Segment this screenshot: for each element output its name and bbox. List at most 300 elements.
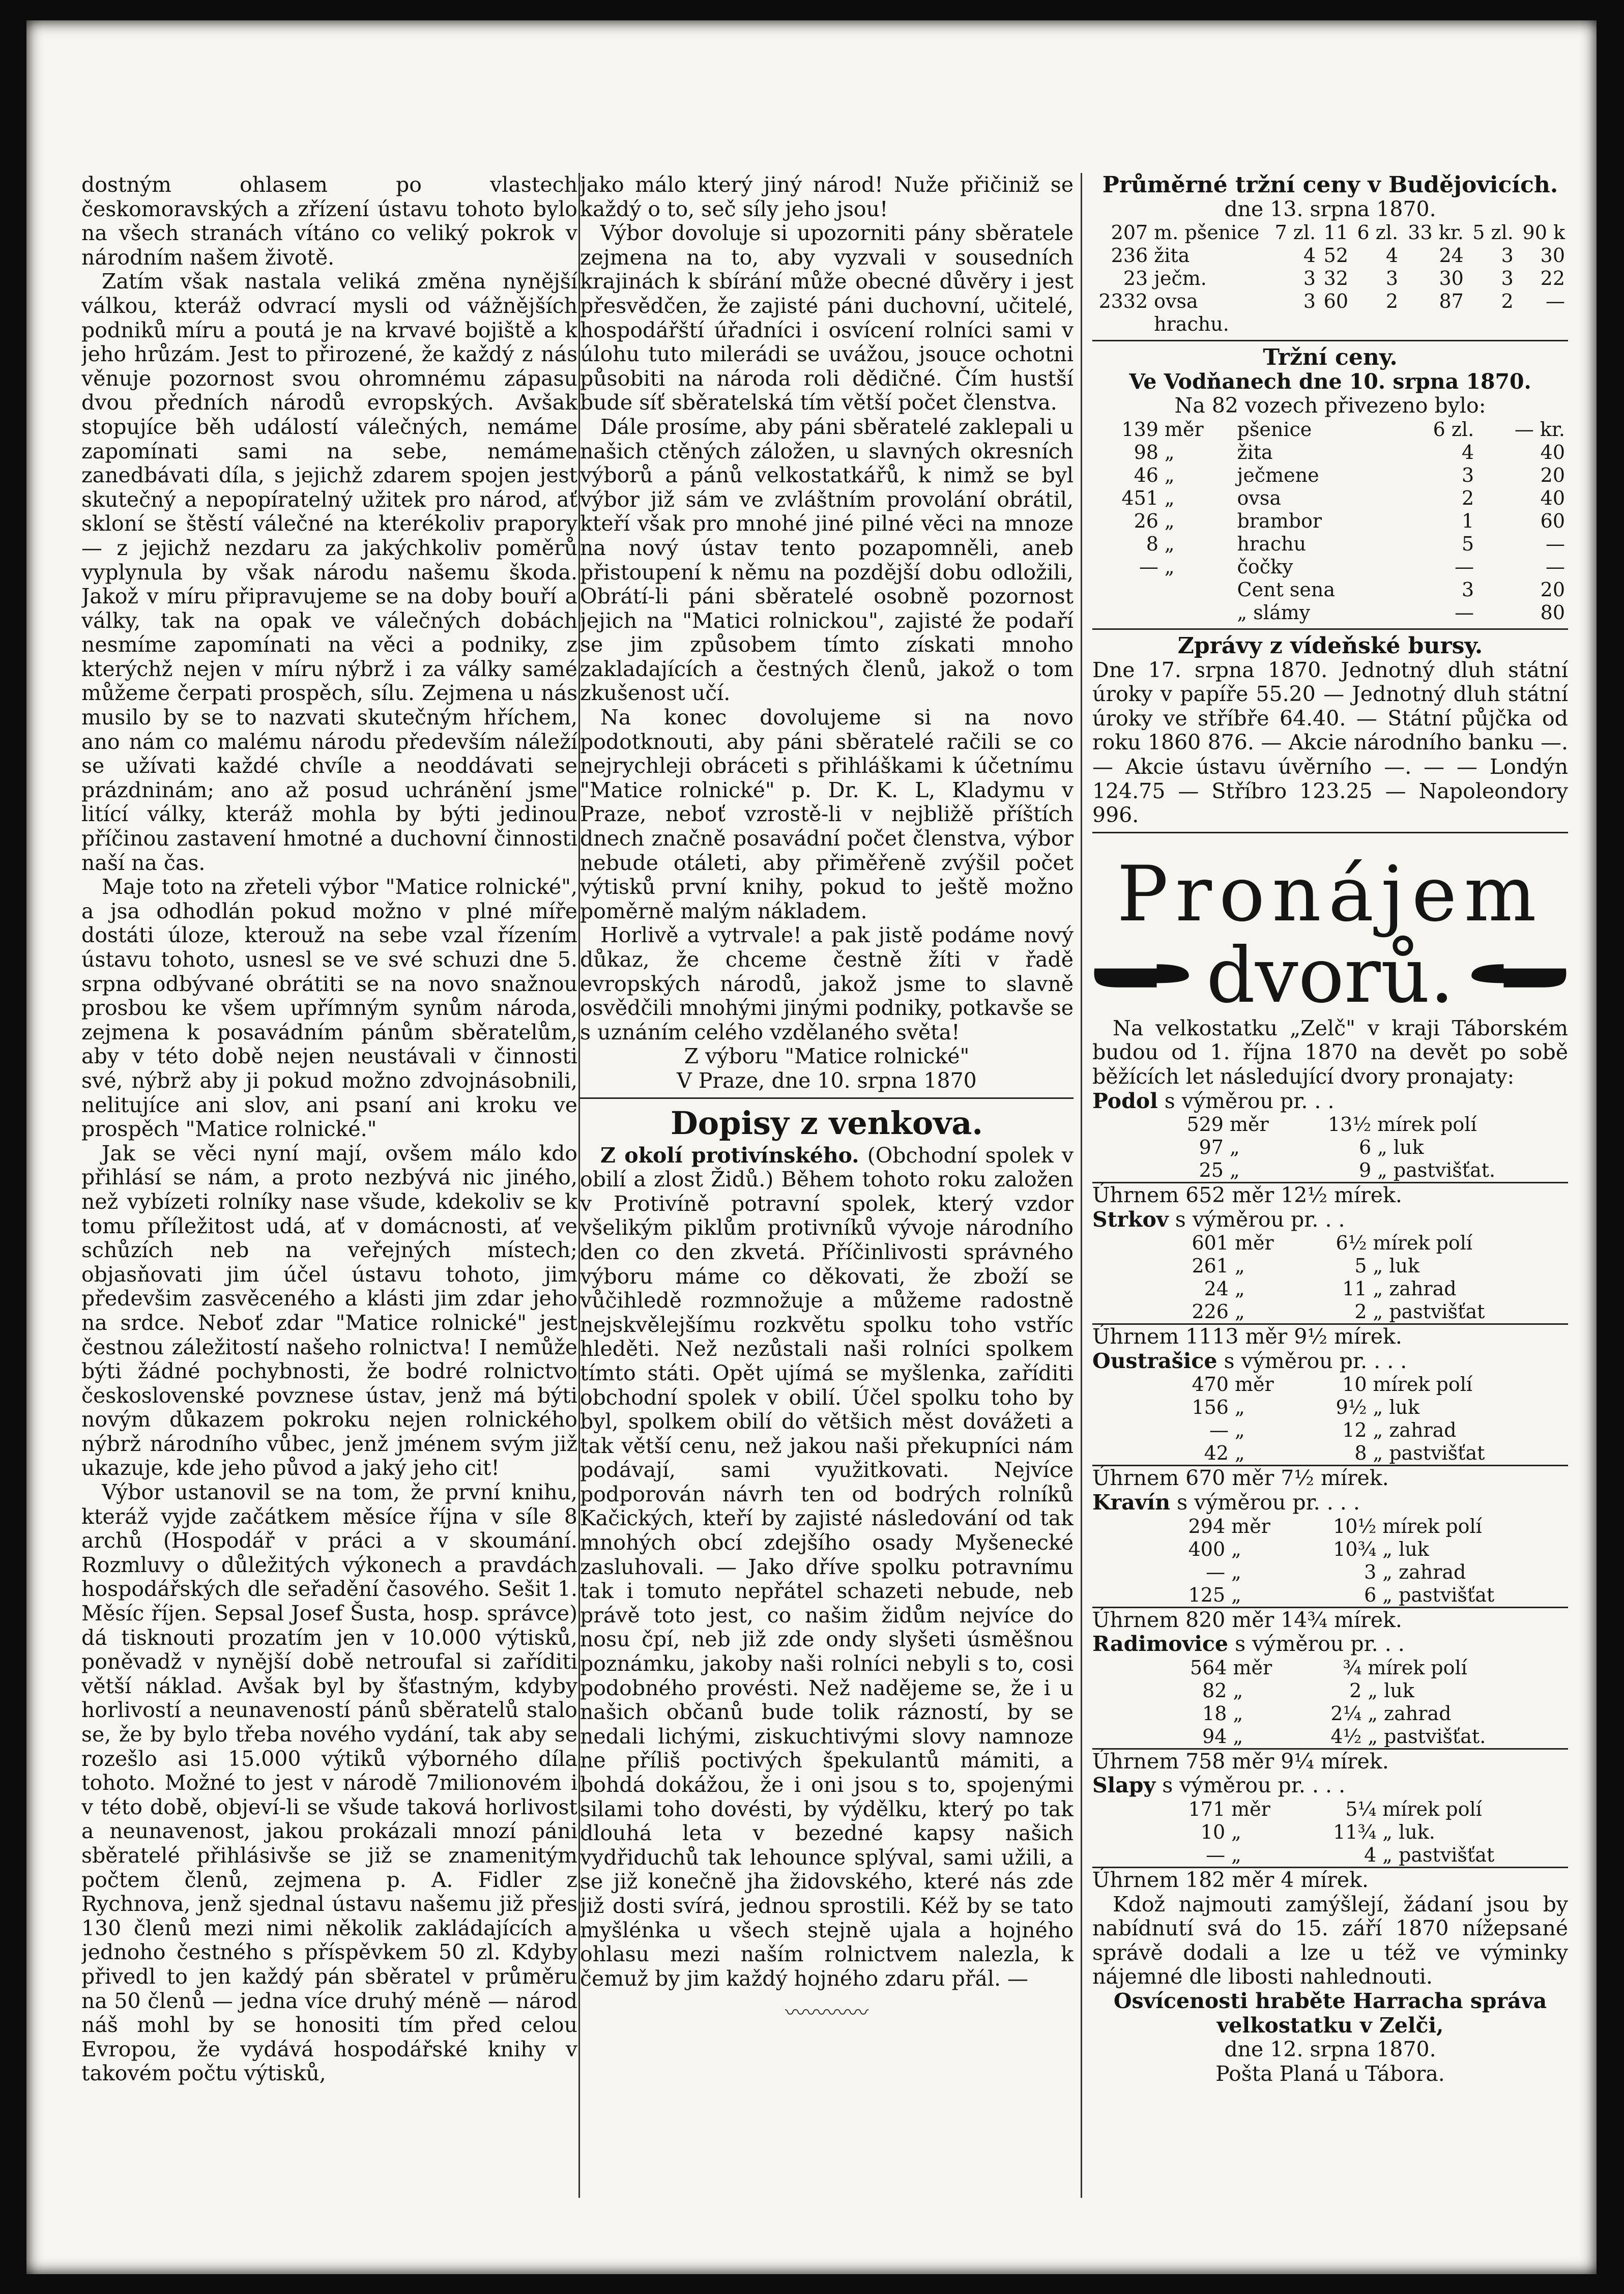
farm-intro: s výměrou pr. . . [1175,1207,1345,1232]
table-cell: „ [1164,463,1175,486]
table-cell: „ luk [1368,1679,1414,1702]
table-cell: 2 [1354,1300,1367,1323]
table-cell: žita [1237,441,1273,463]
table-cell: 24 [1204,1277,1229,1300]
farm-name: Podol [1092,1088,1158,1113]
table-cell: „ luk [1377,1136,1424,1159]
table-cell: 20 [1540,463,1565,486]
bourse-title: Zprávy z vídeňské bursy. [1177,632,1483,659]
table-cell: „ [1229,1159,1240,1182]
farm-intro: s výměrou pr. . . . [1162,1773,1346,1798]
table-cell: „ zahrad [1368,1702,1452,1725]
market-table [1092,418,1568,624]
table-cell: 52 [1323,244,1349,267]
table-cell: 564 [1190,1656,1227,1679]
table-cell: 3 [1303,267,1316,290]
table-spacer [1092,1442,1159,1465]
table-row [1092,464,1568,487]
bourse-text: Dne 17. srpna 1870. Jednotný dluh státní úroky v papíře 55.20 — Jednotný dluh státní úroky ve stříbře 64.40. — Státní půjčka od roku 1860 876. — Akcie národního banku —. — Akcie ústavu úvěrního —. — — Londýn 124.75 — Stříbro 123.25 — Napoleondory 996. [1092,657,1568,828]
table-cell: 2332 [1098,290,1148,313]
table-cell: 30 [1439,267,1464,290]
divider [1092,832,1568,833]
table-cell: „ luk [1373,1396,1419,1419]
table-cell: 32 [1323,267,1349,290]
ornament-divider: 〰〰〰〰 [785,2000,868,2025]
table-cell: 10 [1200,1821,1226,1844]
table-cell: „ [1233,1725,1243,1748]
table-cell: ovsa [1154,290,1198,313]
table-row [1092,1515,1568,1538]
table-cell: 6½ [1336,1232,1367,1255]
ad-subtitle-row [1092,931,1568,1020]
table-cell: 33 kr. [1408,221,1464,244]
table-cell: „ [1234,1277,1245,1300]
table-cell: 98 [1134,441,1158,463]
table-cell: 24 [1439,244,1464,267]
table-cell: 5¼ [1345,1798,1377,1821]
table-cell [1517,313,1568,336]
table-cell: „ zahrad [1373,1277,1457,1300]
farm-name: Kravín [1092,1490,1171,1515]
table-cell: „ pastvišťat. [1368,1725,1486,1748]
table-spacer [1092,1159,1159,1182]
farm-total: Úhrnem 820 měr 14¾ mírek. [1092,1607,1568,1633]
table-spacer [1092,1679,1159,1702]
table-cell: 2¼ [1330,1702,1362,1725]
table-cell: 82 [1202,1679,1227,1702]
farm-list [1092,1089,1568,1893]
table-cell: 5 [1461,532,1474,555]
ad-closing: Kdož najmouti zamýšlejí, žádaní jsou by nabídnutí svá do 15. září 1870 nížepsané správě dodali a lze u též ve výminky nájemné dle libosti nahlednouti. [1092,1892,1568,1989]
table-cell: 97 [1199,1136,1224,1159]
column-left [81,173,577,2228]
table-cell: 46 [1134,463,1158,486]
table-cell: „ [1231,1844,1241,1867]
table-cell: „ [1164,441,1175,463]
signature-date: V Praze, dne 10. srpna 1870 [677,1068,977,1093]
table-cell [1162,578,1234,601]
table-cell: — [1206,1560,1226,1583]
table-cell: 2 [1349,1679,1362,1702]
table-cell: 125 [1188,1583,1226,1606]
table-spacer [1092,1821,1159,1844]
market-title: Tržní ceny. [1263,344,1398,371]
ad-signature: Osvícenosti hraběte Harracha správa velkostatku v Zelči, [1113,1989,1547,2038]
table-cell [1269,313,1319,336]
paragraph: Výbor ustanovil se na tom, že první knihu, kteráž vyjde začátkem měsíce října v síle 8 archů (Hospodář v práci a v skoumání. Rozmluvy o důležitých výkonech a pravdách hospodářských dle seřadění časového. Sešit 1. Měsíc říjen. Sepsal Josef Šusta, hosp. správce) dá tisknouti prozatím jen v 10.000 výtisků, poněvadž v nynější době netroufal si zaříditi větší náklad. Avšak byl by šťastným, kdyby horlivostí a neunaveností pánů sběratelů stalo se, že by bylo třeba nového vydání, tak aby se rozešlo asi 15.000 výtiků výborného díla tohoto. Možné to jest v národě 7milionovém i v této době, objeví-li se všude taková horlivost a neunavenost, jakou prokázali mnozí páni sběratelé přihlásivše se již se znamenitým počtem členů, zejmena p. A. Fidler z Rychnova, jenž sjednal ústavu našemu již přes 130 členů mezi nimi několik zakládajících a jednoho čestného s příspěvkem 50 zl. Kdyby přivedl to jen každý pán sběratel v průměru na 50 členů — jedna více druhý méně — národ náš mohl by se honositi tím před celou Evropou, že vydává hospodářské knihy v takovém počtu výtisků, [81,1480,577,2086]
table-cell: m. pšenice [1154,221,1260,244]
farm-heading [1092,1089,1568,1114]
table-cell: mírek polí [1373,1232,1473,1255]
table-row [1092,1442,1568,1465]
table-cell: 451 [1121,486,1158,509]
market-table [1092,221,1568,336]
table-row [1092,313,1568,336]
table-cell: „ pastvišťat [1373,1442,1485,1465]
table-spacer [1092,1255,1159,1277]
table-cell [1092,578,1162,601]
farm-table [1092,1373,1568,1465]
table-row [1092,441,1568,464]
table-cell: 6 [1364,1583,1377,1606]
table-cell: 80 [1540,601,1565,624]
ad-subtitle: dvorů. [1206,931,1455,1020]
table-cell: „ [1231,1560,1241,1583]
table-cell: 6 zl. [1433,418,1474,441]
table-cell: „ [1164,486,1175,509]
table-cell: 11 [1342,1277,1367,1300]
table-cell: 4½ [1330,1725,1362,1748]
table-cell: brambor [1237,509,1322,532]
table-cell: 42 [1204,1442,1229,1465]
table-cell: 87 [1439,290,1464,313]
paragraph: Jak se věci nyní mají, ovšem málo kdo přihlásí se nám, a proto nezbývá nic jiného, než vybízeti rolníky nase všude, kdekoliv se k tomu příležitost udá, ať v domácnosti, ať ve schůzích neb na veřejných místech; objasňovati jim účel ústavu tohoto, jim předevšim zasvěceného a klásti jim zdar jeho na srdce. Neboť zdar "Matice rolnické" jest čestnou záležitostí našeho rolnictva! I nemůže býti žádné pochybnosti, že bodré rolnictvo československé povznese ústav, jenž má býti novým důkazem pokroku nejen rolnického nýbrž národního vůbec, jenž jménem svým již ukazuje, kde jeho původ a jaký jeho cit! [81,1141,577,1480]
table-cell: 3 [1501,267,1514,290]
table-row [1092,267,1568,290]
table-cell: „ [1234,1396,1245,1419]
table-cell: 1 [1461,509,1474,532]
table-row [1092,221,1568,244]
farm-table [1092,1798,1568,1867]
table-cell [1162,601,1234,624]
farm-total: Úhrnem 1113 měr 9½ mírek. [1092,1323,1568,1349]
table-cell: 94 [1202,1725,1227,1748]
table-cell: 529 [1186,1113,1224,1136]
table-cell: 207 [1111,221,1148,244]
table-cell: 8 [1354,1442,1367,1465]
table-row [1092,1702,1568,1725]
newspaper-page [26,20,1597,2274]
table-cell: „ pastvišťat [1382,1583,1495,1606]
table-spacer [1092,1725,1159,1748]
table-cell: mírek polí [1382,1515,1482,1537]
table-cell: 6 zl. [1357,221,1399,244]
table-row [1092,601,1568,624]
table-cell: 470 [1192,1373,1229,1396]
table-cell: „ [1234,1255,1245,1277]
table-spacer [1092,1798,1159,1821]
table-cell: 18 [1202,1702,1227,1725]
table-cell: „ [1164,509,1175,532]
paragraph: jako málo který jiný národ! Nuže přičiniž se každý o to, seč síly jeho jsou! [580,173,1074,221]
table-cell: 26 [1134,509,1158,532]
table-cell: 25 [1199,1159,1224,1182]
table-row [1092,1798,1568,1821]
farm-heading [1092,1632,1568,1657]
table-cell: „ luk [1382,1537,1429,1560]
table-row [1092,487,1568,510]
table-cell: 11¾ [1333,1821,1377,1844]
market-intro: Na 82 vozech přivezeno bylo: [1174,393,1486,418]
table-cell: 4 [1364,1844,1377,1867]
table-row [1092,244,1568,267]
table-cell: hrachu [1237,532,1307,555]
table-cell: „ [1234,1300,1245,1323]
column-right [1092,173,1568,2228]
table-cell [1401,313,1467,336]
ad-post: Pošta Planá u Tábora. [1215,2061,1445,2086]
table-spacer [1092,1277,1159,1300]
table-row [1092,1821,1568,1844]
table-cell: — [1206,1844,1226,1867]
table-cell: 6 [1358,1136,1372,1159]
table-cell: „ [1164,532,1175,555]
ad-date: dne 12. srpna 1870. [1224,2037,1436,2062]
table-spacer [1092,1300,1159,1323]
farm-table [1092,1657,1568,1748]
table-row [1092,1113,1568,1136]
farm-heading [1092,1491,1568,1515]
table-row [1092,1396,1568,1419]
table-cell: 2 [1501,290,1514,313]
table-cell: „ [1234,1442,1245,1465]
table-cell: 226 [1192,1300,1229,1323]
table-cell: 3 [1461,463,1474,486]
table-row [1092,1725,1568,1748]
table-cell: čočky [1237,555,1293,578]
table-cell: 9½ [1336,1396,1367,1419]
table-spacer [1092,1702,1159,1725]
table-cell: 10½ [1333,1515,1377,1537]
table-cell: „ zahrad [1382,1560,1466,1583]
table-cell: „ pastvišťat [1382,1844,1495,1867]
table-cell: 40 [1540,441,1565,463]
table-row [1092,556,1568,578]
table-spacer [1092,1396,1159,1419]
table-cell: 20 [1540,578,1565,601]
farm-name: Strkov [1092,1207,1169,1232]
table-cell: 23 [1123,267,1148,290]
table-cell [1092,313,1151,336]
table-cell: žita [1154,244,1190,267]
table-cell: měr [1231,1798,1270,1821]
farm-total: Úhrnem 182 měr 4 mírek. [1092,1867,1568,1893]
table-cell: ječmene [1237,463,1319,486]
table-cell: 5 zl. [1472,221,1514,244]
table-row [1092,1679,1568,1702]
column-middle [580,173,1074,2228]
table-cell: 236 [1111,244,1148,267]
table-cell: ječm. [1154,267,1207,290]
table-cell: 60 [1540,509,1565,532]
table-cell: 171 [1188,1798,1226,1821]
table-spacer [1092,1584,1159,1607]
divider [1092,628,1568,630]
table-cell: „ [1233,1702,1243,1725]
table-cell: mírek polí [1368,1656,1467,1679]
table-row [1092,1255,1568,1277]
table-spacer [1092,1561,1159,1584]
table-cell: 3 [1364,1560,1377,1583]
table-cell: „ pastvišťat. [1377,1159,1496,1182]
paragraph: Dále prosíme, aby páni sběratelé zaklepali u našich ctěných záložen, u slavných okresních výborů a pánů velkostatkářů, k nimž se byl výbor již sám ve zvláštním provolání obrátil, kteří však pro mnohé jiné pilné věci na mnoze na nový ústav tento pozapomněli, aneb přistoupení k němu na pozdější dobu odložili, Obrátí-li páni sběratelé osobně pozornost jejich na "Matici rolnickou", zajisté že podaří se jim způsobem tímto získati mnoho zakladajících a čestných členů, jakož o tom zkušenost učí. [580,414,1074,706]
letter-place: Z okolí protivínského. [600,1143,859,1168]
table-row [1092,1584,1568,1607]
table-spacer [1092,1844,1159,1867]
table-cell: 22 [1540,267,1565,290]
market-date: dne 13. srpna 1870. [1224,196,1436,221]
table-cell: „ luk. [1382,1821,1435,1844]
table-row [1092,1300,1568,1323]
farm-table [1092,1515,1568,1607]
table-cell: mírek polí [1373,1373,1473,1396]
table-row [1092,290,1568,313]
table-spacer [1092,1657,1159,1679]
table-cell: „ pastvišťat [1373,1300,1485,1323]
table-cell: „ [1229,1136,1240,1159]
farm-heading [1092,1208,1568,1232]
table-cell: měr [1234,1373,1274,1396]
paragraph: dostným ohlasem po vlastech českomoravských a zřízení ústavu tohoto bylo na všech stranách vítáno co veliký pokrok v národním našem životě. [81,173,577,270]
table-cell: 294 [1188,1515,1226,1537]
farm-name: Slapy [1092,1773,1156,1798]
table-row [1092,1538,1568,1561]
table-spacer [1092,1113,1159,1136]
table-row [1092,1277,1568,1300]
table-row [1092,533,1568,556]
table-row [1092,578,1568,601]
table-cell: „ zahrad [1373,1419,1457,1442]
table-cell: „ slámy [1237,601,1311,624]
farm-total: Úhrnem 758 měr 9¼ mírek. [1092,1748,1568,1774]
table-cell: 7 zl. [1274,221,1316,244]
ad-intro: Na velkostatku „Zelč" v kraji Táborském budou od 1. října 1870 na devět po sobě běžících let následující dvory pronajaty: [1092,1015,1568,1089]
farm-table [1092,1113,1568,1182]
section-title: Dopisy z venkova. [671,1104,983,1142]
table-cell: 13½ [1327,1113,1372,1136]
table-cell: 156 [1192,1396,1229,1419]
table-cell: ovsa [1237,486,1282,509]
farm-total: Úhrnem 670 měr 7½ mírek. [1092,1465,1568,1491]
table-spacer [1092,1232,1159,1255]
table-cell [1319,313,1351,336]
farm-name: Oustrašice [1092,1348,1217,1373]
table-row [1092,418,1568,441]
table-cell: „ [1234,1419,1245,1442]
table-cell: 4 [1461,441,1474,463]
market-title: Průměrné tržní ceny v Budějovicích. [1102,173,1558,198]
table-cell: 4 [1303,244,1316,267]
table-cell: „ [1231,1583,1241,1606]
table-cell: 3 [1303,290,1316,313]
table-cell: 10¾ [1333,1537,1377,1560]
ad-title: Pronájem [1117,850,1544,939]
table-cell: „ [1233,1679,1243,1702]
table-row [1092,1419,1568,1442]
column-rule [1081,173,1082,2198]
table-cell: 601 [1192,1232,1229,1255]
table-cell: — [1209,1419,1229,1442]
table-cell: „ [1231,1537,1241,1560]
farm-total: Úhrnem 652 měr 12½ mírek. [1092,1182,1568,1208]
table-cell: — [1139,555,1158,578]
table-cell: — [1455,555,1474,578]
paragraph: Maje toto na zřeteli výbor "Matice rolnické", a jsa odhodlán pokud možno v plné míře dostáti úloze, kterouž na sebe vzal řízením ústavu tohoto, usnesl se ve své schuzi dne 5. srpna odbývané obrátiti se na novo snažnou prosbou ke všem upřímným synům národa, zejmena k posavádním pánům sběratelům, aby v této době nejen neustávali v činnosti své, nýbrž aby ji pokud možno zdvojnásobnili, nelitujíce ani slov, ani psaní ani kroku ve prospěch "Matice rolnické." [81,875,577,1142]
table-cell: 3 [1501,244,1514,267]
table-spacer [1092,1373,1159,1396]
table-cell: 11 [1323,221,1349,244]
table-cell: 2 [1461,486,1474,509]
divider [1092,340,1568,341]
table-cell: 30 [1540,244,1565,267]
table-row [1092,510,1568,533]
table-row [1092,1844,1568,1867]
table-row [1092,1136,1568,1159]
table-cell: mírek polí [1382,1798,1482,1821]
table-row [1092,1561,1568,1584]
table-spacer [1092,1419,1159,1442]
table-cell: hrachu. [1154,313,1229,336]
farm-intro: s výměrou pr. . . [1164,1088,1335,1113]
table-cell: měr [1234,1232,1274,1255]
table-cell: Cent sena [1237,578,1336,601]
table-cell: — [1546,555,1565,578]
table-cell: 2 [1385,290,1399,313]
table-row [1092,1373,1568,1396]
paragraph: Horlivě a vytrvale! a pak jistě podáme nový důkaz, že chceme čestně žíti v řadě evropských národů, jakož jsme to slavně osvědčili mnohými jinými podniky, potkavše se s uznáním celého vzdělaného světa! [580,923,1074,1044]
table-cell: — [1546,290,1565,313]
table-row [1092,1657,1568,1679]
market-place: Ve Vodňanech dne 10. srpna 1870. [1129,369,1531,394]
table-cell: 12 [1342,1419,1367,1442]
table-cell: 400 [1188,1537,1226,1560]
farm-name: Radimovice [1092,1632,1229,1657]
table-cell: 10 [1342,1373,1367,1396]
table-cell: měr [1229,1113,1269,1136]
table-cell: „ [1231,1821,1241,1844]
table-cell: 4 [1385,244,1399,267]
table-spacer [1092,1538,1159,1561]
farm-intro: s výměrou pr. . . . [1177,1490,1360,1515]
paragraph: Na konec dovolujeme si na novo podotknouti, aby páni sběratelé račili se co nejrychleji obráceti s přihláškami k účetnímu "Matice rolnické" p. Dr. K. L, Kladymu v Praze, neboť vzrostě-li v nejbližě příštích dnech značně posavádní počet členstva, výbor nebude otáleti, aby přiměřeně zvýšil počet výtisků první knihy, pokud to ještě možno poměrně malým nákladem. [580,705,1074,923]
farm-intro: s výměrou pr. . . [1235,1632,1405,1657]
table-cell [1092,601,1162,624]
farm-heading [1092,1349,1568,1374]
table-cell: — [1546,532,1565,555]
table-spacer [1092,1515,1159,1538]
table-cell: 8 [1146,532,1158,555]
farm-heading [1092,1774,1568,1798]
table-cell [1467,313,1517,336]
table-cell: 40 [1540,486,1565,509]
table-cell: 90 k [1522,221,1565,244]
table-cell: mírek polí [1377,1113,1477,1136]
table-cell: 9 [1358,1159,1372,1182]
table-cell [1351,313,1401,336]
pointing-hand-left-icon [1469,958,1568,994]
table-cell: — [1455,601,1474,624]
table-cell: „ luk [1373,1255,1419,1277]
table-row [1092,1232,1568,1255]
table-cell: ¾ [1343,1656,1362,1679]
table-spacer [1092,1136,1159,1159]
table-cell: měr [1231,1515,1270,1537]
table-cell: 261 [1192,1255,1229,1277]
table-cell: měr [1164,418,1204,441]
table-cell: 5 [1354,1255,1367,1277]
divider [580,1097,1074,1099]
farm-table [1092,1232,1568,1323]
letter-text: (Obchodní spolek v obilí a zlost Židů.) Během tohoto roku založen v Protivíně potravní spolek, který vzdor všelikým piklům protivníků vývoje národního den co den zkvetá. Příčinlivosti správného výboru máme co děkovati, že zboží se vůčihledě rozmnožuje a můžeme radostně nejskvělejšímu rozkvětu spolku toho vstříc hleděti. Než nezůstali naši rolníci spolkem tímto státi. Opět ujímá se myšlenka, zaříditi obchodní spolek v obilí. Účel spolku toho by byl, spolkem obilí do většich měst dovážeti a tak větší cenu, než jakou naši překupníci nám podávají, sami využitkovati. Nejvíce podporován návrh ten od bodrých rolníků Kačických, kteří by zajisté následování od tak mnohých obcí zdejšího osady Myšenecké zasluhovali. — Jako dříve spolku potravnímu tak i tomuto nepřátel schazeti nebude, neb právě toto jest, co našim židům nejvíce do nosu čpí, neb již zde ondy slyšeti úsměšnou poznámku, jakoby naši rolníci nebyli s to, cosi podobného provésti. Než nadějeme se, že i u našich občanů bude tolik rázností, by se nedali lichými, ziskuchtivými slovy namnoze ne příliš poctivých špekulantů mámiti, a bohdá dokážou, že i oni jsou s to, spojenými silami toho dovésti, by výdělku, který po tak dlouhá leta v bezedné kapsy našich vydřiduchů tak lehounce splýval, sami užili, a se již konečně jha židovského, které nás zde již dosti svírá, jednou sprostili. Kéž by se tato myšlénka u všech stejně ujala a hojného ohlasu mezi naším rolnictvem nalezla, k čemuž by jim každý hojného zdaru přál. — [580,1143,1074,1991]
paragraph: Výbor dovoluje si upozorniti pány sběratele zejmena na to, aby vyzvali v sousedních krajinách k sbírání může obecné důvěry i jest přesvědčen, že zajisté páni duchovní, učitelé, hospodářští úřadníci i osvícení rolníci sami v úlohu tuto milerádi se uvážou, jsouce ochotni působiti na národa roli dědičné. Čím hustší bude síť sběratelská tím větší počet členstva. [580,221,1074,415]
table-cell: měr [1233,1656,1272,1679]
table-cell: 3 [1385,267,1399,290]
table-cell: — kr. [1514,418,1565,441]
table-cell: 139 [1121,418,1158,441]
signature: Z výboru "Matice rolnické" [684,1044,970,1069]
paragraph: Zatím však nastala veliká změna nynější válkou, kteráž odvrací mysli od vážnějších podniků míru a poutá je na krvavé bojiště a k jeho hrůzám. Jest to přirozené, že každý z nás věnuje pozornost svou ohromnému zápasu dvou předních národů evropských. Avšak stopujíce běh událostí válečných, nemáme zapomínati sami na sebe, nemáme zanedbávati díla, s jejichž zdarem spojen jest skutečný a nepopíratelný užitek pro národ, ať skloní se štěstí válečné na kterékoliv prapory — z jejichž nezdaru za jakýchkoliv poměrů vyplynula by však národu našemu škoda. Jakož v míru připravujeme se na doby bouří a války, tak na opak ve válečných dobách nesmíme zapomínati na věci a podniky, z kterýchž nejen v míru nýbrž i za války samé můžeme čerpati prospěch, sílu. Zejmena u nás musilo by se to nazvati skutečným hříchem, ano nám co malému národu především náleží se užívati každé chvíle a neoddávati se prázdninám; ano až posud uchránění jsme litící války, kteráž mohla by býti jedinou příčinou zastavení hmotné a duchovní činnosti naší na čas. [81,269,577,875]
table-cell: „ [1164,555,1175,578]
